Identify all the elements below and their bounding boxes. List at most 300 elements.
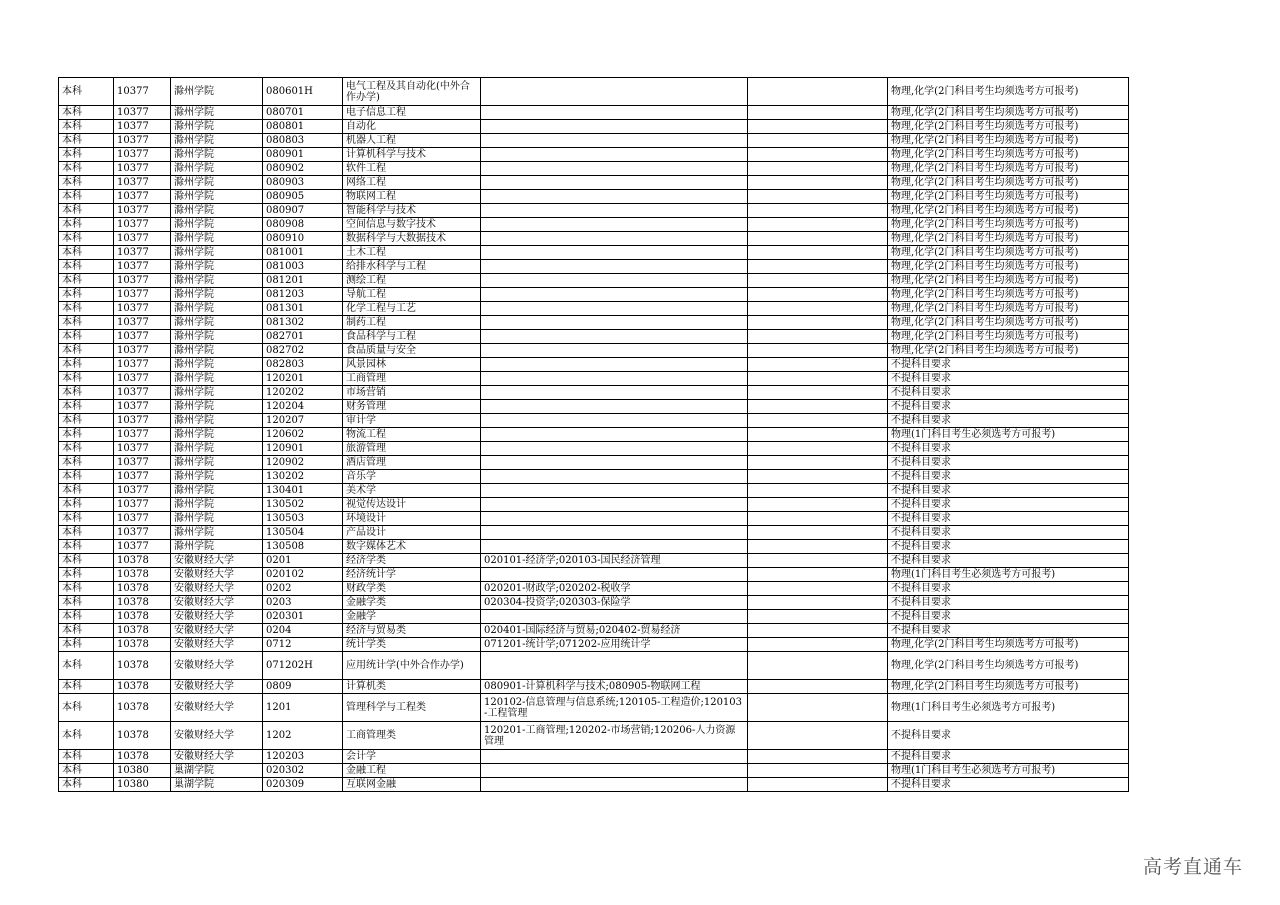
school-name-cell: 滁州学院	[171, 246, 263, 260]
table-row	[59, 610, 1129, 624]
school-code-cell: 10378	[114, 750, 171, 764]
remark-cell	[748, 554, 888, 568]
level-cell: 本科	[59, 372, 114, 386]
remark-cell	[748, 246, 888, 260]
school-code-cell: 10377	[114, 78, 171, 106]
major-name-cell: 会计学	[343, 750, 481, 764]
major-code-cell: 081001	[263, 246, 343, 260]
included-majors-cell	[481, 344, 748, 358]
subject-requirement-cell: 不提科目要求	[888, 484, 1129, 498]
major-name-cell: 财务管理	[343, 400, 481, 414]
major-name-cell: 网络工程	[343, 176, 481, 190]
remark-cell	[748, 134, 888, 148]
remark-cell	[748, 442, 888, 456]
remark-cell	[748, 400, 888, 414]
school-name-cell: 巢湖学院	[171, 778, 263, 792]
major-name-cell: 财政学类	[343, 582, 481, 596]
major-code-cell: 020301	[263, 610, 343, 624]
major-name-cell: 统计学类	[343, 638, 481, 652]
major-name-cell: 管理科学与工程类	[343, 694, 481, 722]
school-name-cell: 滁州学院	[171, 120, 263, 134]
subject-requirement-cell: 物理,化学(2门科目考生均须选考方可报考)	[888, 260, 1129, 274]
major-name-cell: 食品质量与安全	[343, 344, 481, 358]
subject-requirement-cell: 物理(1门科目考生必须选考方可报考)	[888, 764, 1129, 778]
school-name-cell: 滁州学院	[171, 106, 263, 120]
watermark-text: 高考直通车	[1143, 856, 1244, 878]
school-name-cell: 滁州学院	[171, 400, 263, 414]
included-majors-cell	[481, 386, 748, 400]
subject-requirement-cell: 物理,化学(2门科目考生均须选考方可报考)	[888, 106, 1129, 120]
school-name-cell: 安徽财经大学	[171, 610, 263, 624]
included-majors-cell	[481, 610, 748, 624]
school-name-cell: 安徽财经大学	[171, 638, 263, 652]
school-code-cell: 10377	[114, 386, 171, 400]
subject-requirement-cell: 不提科目要求	[888, 372, 1129, 386]
included-majors-cell	[481, 78, 748, 106]
level-cell: 本科	[59, 246, 114, 260]
school-name-cell: 滁州学院	[171, 316, 263, 330]
subject-requirement-cell: 物理(1门科目考生必须选考方可报考)	[888, 694, 1129, 722]
subject-requirement-cell: 不提科目要求	[888, 386, 1129, 400]
table-row	[59, 400, 1129, 414]
table-row	[59, 764, 1129, 778]
school-code-cell: 10378	[114, 652, 171, 680]
major-name-cell: 金融工程	[343, 764, 481, 778]
major-code-cell: 080905	[263, 190, 343, 204]
subject-requirement-cell: 不提科目要求	[888, 778, 1129, 792]
school-name-cell: 滁州学院	[171, 358, 263, 372]
admission-requirements-table	[58, 77, 1129, 792]
subject-requirement-cell: 不提科目要求	[888, 512, 1129, 526]
included-majors-cell	[481, 288, 748, 302]
included-majors-cell	[481, 400, 748, 414]
included-majors-cell: 071201-统计学;071202-应用统计学	[481, 638, 748, 652]
major-name-cell: 物联网工程	[343, 190, 481, 204]
included-majors-cell	[481, 652, 748, 680]
school-code-cell: 10377	[114, 456, 171, 470]
table-row	[59, 442, 1129, 456]
remark-cell	[748, 428, 888, 442]
included-majors-cell	[481, 540, 748, 554]
major-name-cell: 环境设计	[343, 512, 481, 526]
major-code-cell: 0204	[263, 624, 343, 638]
school-code-cell: 10377	[114, 302, 171, 316]
level-cell: 本科	[59, 274, 114, 288]
remark-cell	[748, 414, 888, 428]
school-code-cell: 10378	[114, 624, 171, 638]
major-name-cell: 给排水科学与工程	[343, 260, 481, 274]
major-code-cell: 081301	[263, 302, 343, 316]
major-name-cell: 风景园林	[343, 358, 481, 372]
level-cell: 本科	[59, 470, 114, 484]
included-majors-cell	[481, 316, 748, 330]
level-cell: 本科	[59, 190, 114, 204]
subject-requirement-cell: 物理(1门科目考生必须选考方可报考)	[888, 568, 1129, 582]
table-row	[59, 134, 1129, 148]
school-code-cell: 10378	[114, 694, 171, 722]
school-name-cell: 滁州学院	[171, 134, 263, 148]
remark-cell	[748, 652, 888, 680]
school-code-cell: 10377	[114, 204, 171, 218]
included-majors-cell	[481, 470, 748, 484]
remark-cell	[748, 498, 888, 512]
included-majors-cell	[481, 568, 748, 582]
major-code-cell: 080910	[263, 232, 343, 246]
table-row	[59, 484, 1129, 498]
table-row	[59, 386, 1129, 400]
level-cell: 本科	[59, 260, 114, 274]
included-majors-cell	[481, 106, 748, 120]
major-name-cell: 审计学	[343, 414, 481, 428]
table-row	[59, 274, 1129, 288]
subject-requirement-cell: 物理,化学(2门科目考生均须选考方可报考)	[888, 302, 1129, 316]
table-row	[59, 568, 1129, 582]
table-row	[59, 218, 1129, 232]
major-code-cell: 082702	[263, 344, 343, 358]
level-cell: 本科	[59, 162, 114, 176]
table-row	[59, 176, 1129, 190]
remark-cell	[748, 260, 888, 274]
major-name-cell: 工商管理类	[343, 722, 481, 750]
school-code-cell: 10377	[114, 162, 171, 176]
level-cell: 本科	[59, 694, 114, 722]
major-name-cell: 土木工程	[343, 246, 481, 260]
school-code-cell: 10380	[114, 764, 171, 778]
major-name-cell: 产品设计	[343, 526, 481, 540]
table-row	[59, 456, 1129, 470]
school-code-cell: 10377	[114, 470, 171, 484]
table-row	[59, 498, 1129, 512]
major-name-cell: 经济统计学	[343, 568, 481, 582]
included-majors-cell	[481, 498, 748, 512]
remark-cell	[748, 204, 888, 218]
table-row	[59, 638, 1129, 652]
level-cell: 本科	[59, 386, 114, 400]
subject-requirement-cell: 不提科目要求	[888, 554, 1129, 568]
subject-requirement-cell: 不提科目要求	[888, 498, 1129, 512]
subject-requirement-cell: 不提科目要求	[888, 610, 1129, 624]
table-row	[59, 190, 1129, 204]
school-code-cell: 10377	[114, 218, 171, 232]
subject-requirement-cell: 不提科目要求	[888, 722, 1129, 750]
included-majors-cell	[481, 372, 748, 386]
table-row	[59, 372, 1129, 386]
school-name-cell: 滁州学院	[171, 372, 263, 386]
table-row	[59, 316, 1129, 330]
level-cell: 本科	[59, 750, 114, 764]
level-cell: 本科	[59, 722, 114, 750]
included-majors-cell	[481, 414, 748, 428]
school-code-cell: 10380	[114, 778, 171, 792]
level-cell: 本科	[59, 540, 114, 554]
table-row	[59, 232, 1129, 246]
level-cell: 本科	[59, 638, 114, 652]
major-name-cell: 音乐学	[343, 470, 481, 484]
included-majors-cell: 020201-财政学;020202-税收学	[481, 582, 748, 596]
subject-requirement-cell: 物理,化学(2门科目考生均须选考方可报考)	[888, 638, 1129, 652]
remark-cell	[748, 624, 888, 638]
table-row	[59, 358, 1129, 372]
table-row	[59, 428, 1129, 442]
school-code-cell: 10377	[114, 526, 171, 540]
subject-requirement-cell: 物理,化学(2门科目考生均须选考方可报考)	[888, 274, 1129, 288]
major-code-cell: 0201	[263, 554, 343, 568]
school-name-cell: 滁州学院	[171, 288, 263, 302]
remark-cell	[748, 470, 888, 484]
level-cell: 本科	[59, 526, 114, 540]
major-name-cell: 旅游管理	[343, 442, 481, 456]
table-body	[59, 78, 1129, 792]
school-name-cell: 安徽财经大学	[171, 554, 263, 568]
major-code-cell: 120204	[263, 400, 343, 414]
remark-cell	[748, 316, 888, 330]
major-name-cell: 计算机科学与技术	[343, 148, 481, 162]
major-code-cell: 0203	[263, 596, 343, 610]
level-cell: 本科	[59, 302, 114, 316]
major-code-cell: 120602	[263, 428, 343, 442]
major-code-cell: 080801	[263, 120, 343, 134]
table-row	[59, 694, 1129, 722]
school-name-cell: 安徽财经大学	[171, 694, 263, 722]
major-code-cell: 080907	[263, 204, 343, 218]
included-majors-cell	[481, 274, 748, 288]
school-code-cell: 10377	[114, 274, 171, 288]
table-row	[59, 288, 1129, 302]
school-code-cell: 10377	[114, 148, 171, 162]
school-name-cell: 安徽财经大学	[171, 624, 263, 638]
included-majors-cell	[481, 134, 748, 148]
major-code-cell: 130508	[263, 540, 343, 554]
major-code-cell: 080908	[263, 218, 343, 232]
subject-requirement-cell: 不提科目要求	[888, 750, 1129, 764]
table-row	[59, 554, 1129, 568]
major-code-cell: 081203	[263, 288, 343, 302]
table-row	[59, 722, 1129, 750]
major-code-cell: 082803	[263, 358, 343, 372]
school-code-cell: 10378	[114, 596, 171, 610]
included-majors-cell	[481, 764, 748, 778]
school-name-cell: 滁州学院	[171, 414, 263, 428]
remark-cell	[748, 330, 888, 344]
included-majors-cell	[481, 162, 748, 176]
school-name-cell: 滁州学院	[171, 484, 263, 498]
major-code-cell: 0712	[263, 638, 343, 652]
level-cell: 本科	[59, 624, 114, 638]
major-name-cell: 食品科学与工程	[343, 330, 481, 344]
level-cell: 本科	[59, 568, 114, 582]
remark-cell	[748, 274, 888, 288]
remark-cell	[748, 190, 888, 204]
school-name-cell: 滁州学院	[171, 78, 263, 106]
school-name-cell: 滁州学院	[171, 442, 263, 456]
school-code-cell: 10377	[114, 260, 171, 274]
school-code-cell: 10377	[114, 414, 171, 428]
school-name-cell: 滁州学院	[171, 344, 263, 358]
subject-requirement-cell: 物理,化学(2门科目考生均须选考方可报考)	[888, 652, 1129, 680]
school-name-cell: 滁州学院	[171, 428, 263, 442]
subject-requirement-cell: 不提科目要求	[888, 400, 1129, 414]
level-cell: 本科	[59, 778, 114, 792]
school-name-cell: 滁州学院	[171, 148, 263, 162]
major-name-cell: 经济学类	[343, 554, 481, 568]
remark-cell	[748, 596, 888, 610]
included-majors-cell	[481, 358, 748, 372]
school-name-cell: 滁州学院	[171, 302, 263, 316]
table-row	[59, 106, 1129, 120]
major-code-cell: 081302	[263, 316, 343, 330]
level-cell: 本科	[59, 582, 114, 596]
remark-cell	[748, 78, 888, 106]
school-code-cell: 10378	[114, 610, 171, 624]
major-code-cell: 082701	[263, 330, 343, 344]
major-name-cell: 数字媒体艺术	[343, 540, 481, 554]
table-row	[59, 204, 1129, 218]
level-cell: 本科	[59, 442, 114, 456]
remark-cell	[748, 750, 888, 764]
subject-requirement-cell: 物理,化学(2门科目考生均须选考方可报考)	[888, 162, 1129, 176]
remark-cell	[748, 386, 888, 400]
subject-requirement-cell: 不提科目要求	[888, 414, 1129, 428]
level-cell: 本科	[59, 358, 114, 372]
school-code-cell: 10377	[114, 176, 171, 190]
level-cell: 本科	[59, 400, 114, 414]
level-cell: 本科	[59, 330, 114, 344]
school-code-cell: 10377	[114, 120, 171, 134]
subject-requirement-cell: 物理,化学(2门科目考生均须选考方可报考)	[888, 78, 1129, 106]
remark-cell	[748, 358, 888, 372]
subject-requirement-cell: 物理,化学(2门科目考生均须选考方可报考)	[888, 134, 1129, 148]
table-row	[59, 246, 1129, 260]
included-majors-cell	[481, 512, 748, 526]
included-majors-cell	[481, 190, 748, 204]
school-name-cell: 滁州学院	[171, 260, 263, 274]
school-name-cell: 滁州学院	[171, 274, 263, 288]
major-name-cell: 金融学	[343, 610, 481, 624]
level-cell: 本科	[59, 414, 114, 428]
subject-requirement-cell: 不提科目要求	[888, 470, 1129, 484]
remark-cell	[748, 484, 888, 498]
subject-requirement-cell: 不提科目要求	[888, 540, 1129, 554]
level-cell: 本科	[59, 316, 114, 330]
school-code-cell: 10377	[114, 106, 171, 120]
school-name-cell: 安徽财经大学	[171, 750, 263, 764]
major-name-cell: 智能科学与技术	[343, 204, 481, 218]
level-cell: 本科	[59, 652, 114, 680]
included-majors-cell	[481, 218, 748, 232]
included-majors-cell	[481, 778, 748, 792]
school-code-cell: 10377	[114, 540, 171, 554]
major-name-cell: 测绘工程	[343, 274, 481, 288]
level-cell: 本科	[59, 764, 114, 778]
school-name-cell: 滁州学院	[171, 386, 263, 400]
included-majors-cell	[481, 442, 748, 456]
major-code-cell: 0809	[263, 680, 343, 694]
major-name-cell: 互联网金融	[343, 778, 481, 792]
remark-cell	[748, 512, 888, 526]
level-cell: 本科	[59, 232, 114, 246]
included-majors-cell: 120102-信息管理与信息系统;120105-工程造价;120103-工程管理	[481, 694, 748, 722]
level-cell: 本科	[59, 218, 114, 232]
table-row	[59, 162, 1129, 176]
school-code-cell: 10377	[114, 330, 171, 344]
table-row	[59, 344, 1129, 358]
school-code-cell: 10378	[114, 568, 171, 582]
subject-requirement-cell: 不提科目要求	[888, 456, 1129, 470]
subject-requirement-cell: 物理(1门科目考生必须选考方可报考)	[888, 428, 1129, 442]
school-name-cell: 滁州学院	[171, 162, 263, 176]
major-name-cell: 化学工程与工艺	[343, 302, 481, 316]
major-code-cell: 130401	[263, 484, 343, 498]
subject-requirement-cell: 不提科目要求	[888, 358, 1129, 372]
school-name-cell: 安徽财经大学	[171, 722, 263, 750]
school-code-cell: 10377	[114, 428, 171, 442]
subject-requirement-cell: 物理,化学(2门科目考生均须选考方可报考)	[888, 344, 1129, 358]
level-cell: 本科	[59, 148, 114, 162]
table-row	[59, 78, 1129, 106]
level-cell: 本科	[59, 120, 114, 134]
school-name-cell: 滁州学院	[171, 526, 263, 540]
school-name-cell: 滁州学院	[171, 176, 263, 190]
table-row	[59, 470, 1129, 484]
school-name-cell: 滁州学院	[171, 512, 263, 526]
major-code-cell: 130503	[263, 512, 343, 526]
major-name-cell: 工商管理	[343, 372, 481, 386]
level-cell: 本科	[59, 134, 114, 148]
school-code-cell: 10377	[114, 344, 171, 358]
major-name-cell: 电气工程及其自动化(中外合作办学)	[343, 78, 481, 106]
major-name-cell: 应用统计学(中外合作办学)	[343, 652, 481, 680]
major-code-cell: 020102	[263, 568, 343, 582]
school-code-cell: 10377	[114, 372, 171, 386]
subject-requirement-cell: 不提科目要求	[888, 526, 1129, 540]
major-name-cell: 软件工程	[343, 162, 481, 176]
school-code-cell: 10377	[114, 232, 171, 246]
remark-cell	[748, 344, 888, 358]
school-code-cell: 10377	[114, 190, 171, 204]
subject-requirement-cell: 物理,化学(2门科目考生均须选考方可报考)	[888, 204, 1129, 218]
level-cell: 本科	[59, 288, 114, 302]
school-code-cell: 10377	[114, 288, 171, 302]
included-majors-cell	[481, 428, 748, 442]
included-majors-cell	[481, 232, 748, 246]
major-name-cell: 计算机类	[343, 680, 481, 694]
major-code-cell: 080601H	[263, 78, 343, 106]
remark-cell	[748, 680, 888, 694]
major-code-cell: 0202	[263, 582, 343, 596]
table-row	[59, 260, 1129, 274]
major-name-cell: 自动化	[343, 120, 481, 134]
remark-cell	[748, 526, 888, 540]
major-name-cell: 美术学	[343, 484, 481, 498]
level-cell: 本科	[59, 484, 114, 498]
remark-cell	[748, 372, 888, 386]
subject-requirement-cell: 物理,化学(2门科目考生均须选考方可报考)	[888, 190, 1129, 204]
school-name-cell: 滁州学院	[171, 190, 263, 204]
major-name-cell: 视觉传达设计	[343, 498, 481, 512]
remark-cell	[748, 176, 888, 190]
school-name-cell: 滁州学院	[171, 330, 263, 344]
school-name-cell: 安徽财经大学	[171, 568, 263, 582]
table-row	[59, 302, 1129, 316]
school-name-cell: 安徽财经大学	[171, 652, 263, 680]
major-code-cell: 120202	[263, 386, 343, 400]
table-row	[59, 652, 1129, 680]
subject-requirement-cell: 物理,化学(2门科目考生均须选考方可报考)	[888, 120, 1129, 134]
remark-cell	[748, 722, 888, 750]
school-code-cell: 10377	[114, 316, 171, 330]
table-row	[59, 540, 1129, 554]
level-cell: 本科	[59, 512, 114, 526]
